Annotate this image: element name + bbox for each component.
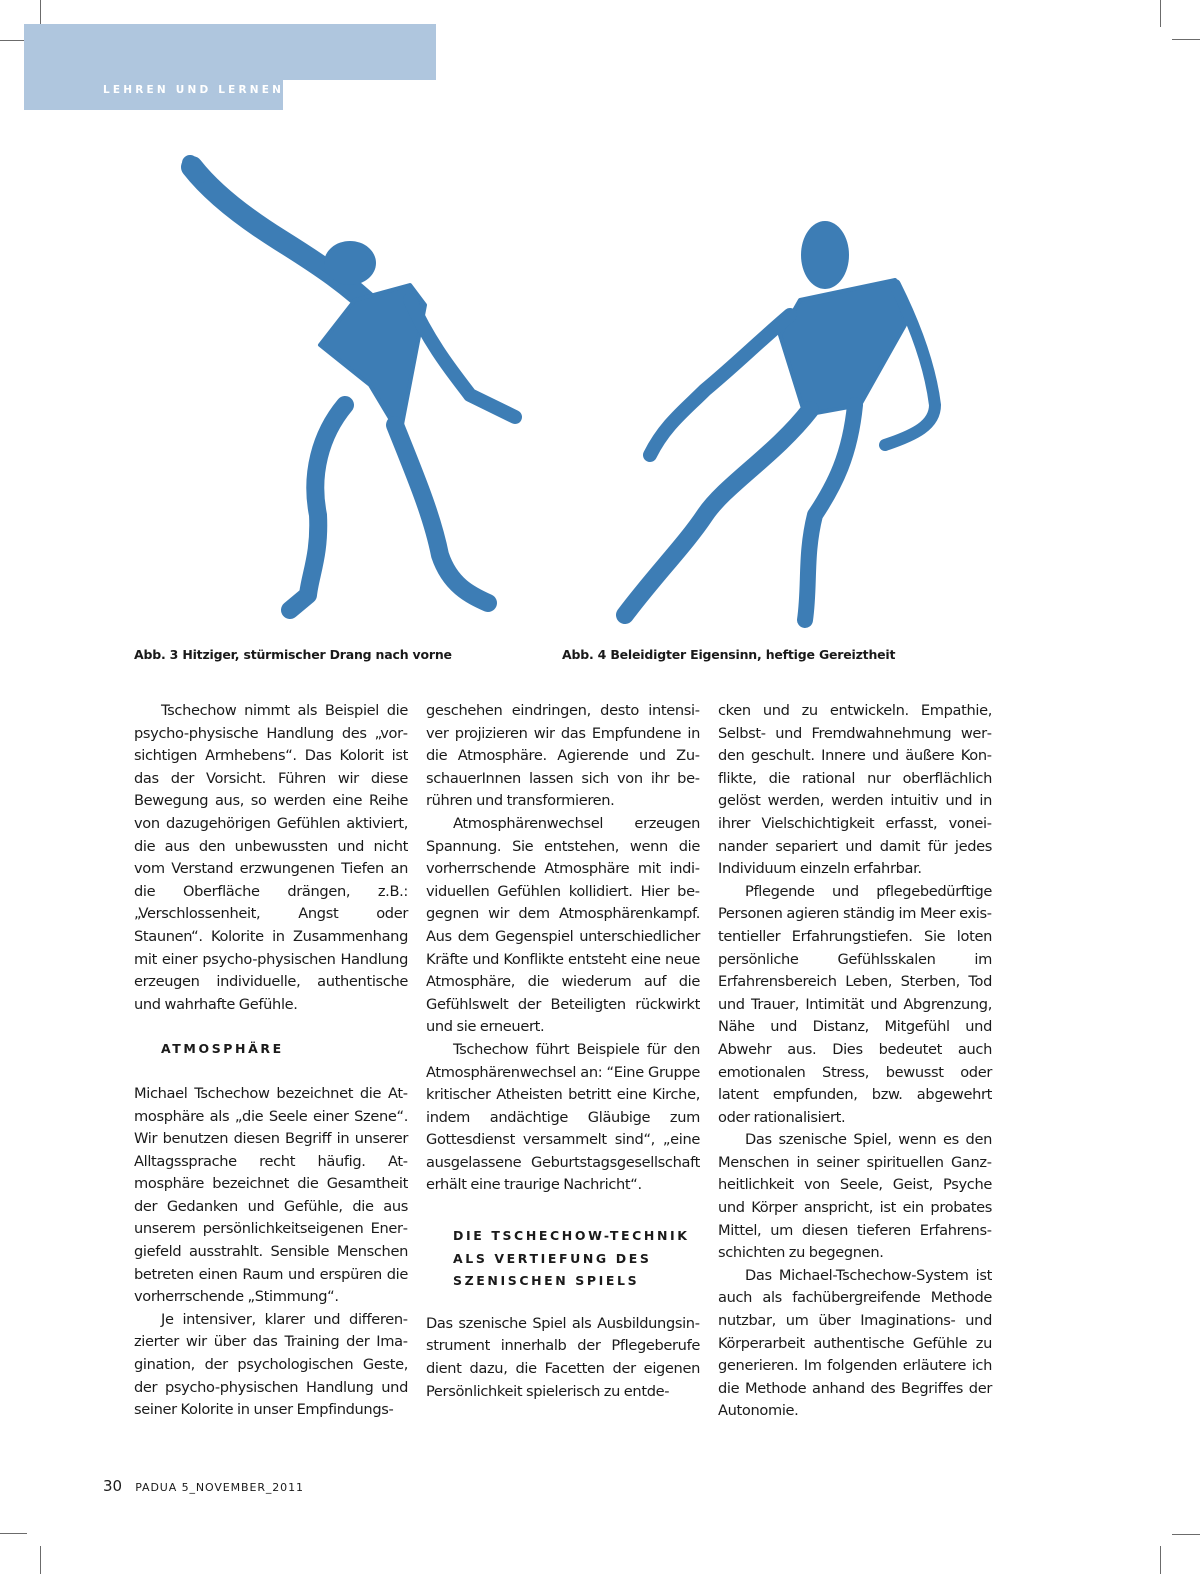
crop-mark bbox=[1160, 1546, 1161, 1574]
crop-mark bbox=[1160, 0, 1161, 27]
paragraph: Atmosphärenwechsel erzeugen Spannung. Sie entstehen, wenn die vorherrschende Atmosphäre mit individuellen Gefühlen kollidiert. Hier begegnen wir dem Atmosphärenkampf. Aus dem Gegenspiel unterschiedlicher Kräfte und Konflikte entsteht eine neue Atmosphäre, die wiederum auf die Gefühlswelt der Beteiligten rückwirkt und sie erneuert. bbox=[426, 814, 700, 1036]
head bbox=[324, 241, 376, 285]
section-heading-tschechow-technik bbox=[426, 1225, 700, 1293]
left-leg bbox=[290, 405, 345, 610]
paragraph: Das szenische Spiel als Ausbildungsinstrument innerhalb der Pflegeberufe dient dazu, die Facetten der eigenen Persönlichkeit spielerisch zu entde- bbox=[426, 1314, 700, 1400]
page-number: 30 bbox=[103, 1477, 123, 1495]
lower-arm bbox=[410, 300, 515, 417]
paragraph: Das szenische Spiel, wenn es den Menschen in seiner spirituellen Ganzheitlichkeit von Seele, Geist, Psyche und Körper anspricht, ist ein probates Mittel, um diesen tieferen Erfahrensschichten zu begegnen. bbox=[718, 1131, 992, 1262]
head bbox=[801, 221, 849, 289]
heading-line: DIE TSCHECHOW-TECHNIK bbox=[453, 1228, 690, 1244]
heading-line: SZENISCHEN SPIELS bbox=[453, 1273, 640, 1289]
right-leg bbox=[395, 425, 488, 603]
crop-mark bbox=[40, 0, 41, 27]
header-band bbox=[24, 24, 436, 80]
paragraph: Je intensiver, klarer und differenzierter wir über das Training der Imagination, der psychologischen Geste, der psycho-physischen Handlung und seiner Kolorite in unser Empfindungs- bbox=[134, 1310, 408, 1419]
crop-mark bbox=[0, 40, 27, 41]
paragraph: Michael Tschechow bezeichnet die Atmosphäre als „die Seele einer Szene“. Wir benutzen diesen Begriff in unserer Alltagssprache recht häufig. Atmosphäre bezeichnet die Gesamtheit der Gedanken und Gefühle, die aus unserem persönlichkeitseigenen Energiefeld ausstrahlt. Sensible Menschen betreten einen Raum und erspüren die vorherrschende „Stimmung“. bbox=[134, 1084, 408, 1306]
left-arm bbox=[650, 315, 790, 455]
page-footer bbox=[103, 1476, 304, 1495]
paragraph: Tschechow führt Beispiele für den Atmosphärenwechsel an: “Eine Gruppe kritischer Atheisten betritt eine Kirche, indem andächtige Gläubige zum Gottesdienst versammelt sind“, „eine ausgelassene Geburtstagsgesellschaft erhält eine traurige Nachricht“. bbox=[426, 1040, 700, 1194]
article-column-3 bbox=[718, 700, 992, 1423]
section-heading-atmosphaere: ATMOSPHÄRE bbox=[161, 1041, 284, 1057]
right-leg bbox=[805, 405, 855, 620]
torso bbox=[780, 280, 905, 415]
paragraph: Das Michael-Tschechow-System ist auch als fachübergreifende Methode nutzbar, um über Imaginations- und Körperarbeit authentische Gefühle zu generieren. Im folgenden erläutere ich die Methode anhand des Begriffes der Autonomie. bbox=[718, 1266, 992, 1420]
heading-line: ALS VERTIEFUNG DES bbox=[453, 1250, 652, 1266]
article-column-1 bbox=[134, 700, 408, 1422]
figure-abb3-illustration bbox=[170, 155, 525, 620]
figure-abb4-illustration bbox=[605, 215, 950, 635]
paragraph: Pflegende und pflegebedürftige Personen agieren ständig im Meer existentieller Erfahrungstiefen. Sie loten persönliche Gefühlsskalen im Erfahrensbereich Leben, Sterben, Tod und Trauer, Intimität und Abgrenzung, Nähe und Distanz, Mitgefühl und Abwehr aus. Dies bedeutet auch emotionalen Stress, bewusst oder latent empfunden, bzw. abgewehrt oder rationalisiert. bbox=[718, 882, 992, 1126]
crop-mark bbox=[0, 1533, 27, 1534]
article-column-2 bbox=[426, 700, 700, 1403]
paragraph: geschehen eindringen, desto intensiver projizieren wir das Empfundene in die Atmosphäre. Agierende und ZuschauerInnen lassen sich von ihr berühren und transformieren. bbox=[426, 702, 700, 810]
paragraph: Tschechow nimmt als Beispiel die psycho-physische Handlung des „vorsichtigen Armhebens“. Das Kolorit ist das der Vorsicht. Führen wir diese Bewegung aus, so werden eine Reihe von dazugehörigen Gefühlen aktiviert, die aus den unbewussten und nicht vom Verstand erzwungenen Tiefen an die Oberfläche drängen, z.B.: „Verschlossenheit, Angst oder Staunen“. Kolorite in Zusammenhang mit einer psycho-physischen Handlung erzeugen individuelle, authentische und wahrhafte Gefühle. bbox=[134, 702, 408, 1013]
figure-caption-abb4: Abb. 4 Beleidigter Eigensinn, heftige Gereiztheit bbox=[562, 647, 896, 662]
magazine-issue: PADUA 5_NOVEMBER_2011 bbox=[135, 1481, 304, 1494]
paragraph: cken und zu entwickeln. Empathie, Selbst- und Fremdwahnehmung werden geschult. Innere und äußere Konflikte, die rational nur oberflächlich gelöst werden, werden intuitiv und in ihrer Vielschichtigkeit erfasst, voneinander separiert und damit für jedes Individuum einzeln erfahrbar. bbox=[718, 702, 992, 878]
crop-mark bbox=[1172, 1534, 1200, 1535]
figure-caption-abb3: Abb. 3 Hitziger, stürmischer Drang nach vorne bbox=[134, 647, 452, 662]
crop-mark bbox=[1172, 39, 1200, 40]
raised-arm bbox=[192, 167, 380, 315]
crop-mark bbox=[40, 1546, 41, 1574]
section-label: LEHREN UND LERNEN bbox=[103, 84, 285, 96]
